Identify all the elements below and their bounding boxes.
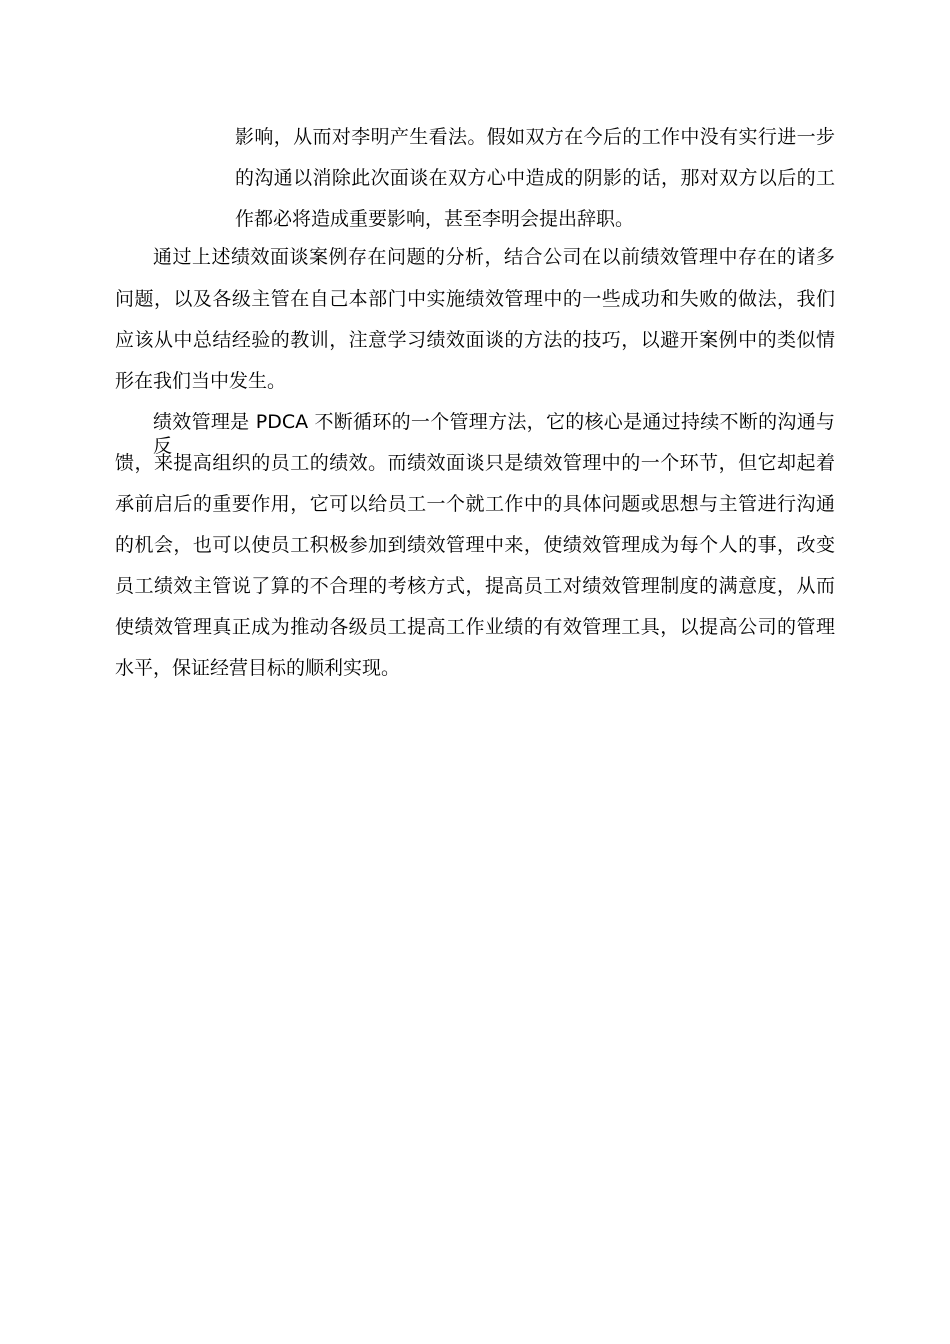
- paragraph1-line-2: 问题，以及各级主管在自己本部门中实施绩效管理中的一些成功和失败的做法，我们: [115, 288, 835, 310]
- paragraph2-line-3: 承前启后的重要作用，它可以给员工一个就工作中的具体问题或思想与主管进行沟通: [115, 493, 835, 515]
- paragraph1-line-3: 应该从中总结经验的教训，注意学习绩效面谈的方法的技巧，以避开案例中的类似情: [115, 329, 835, 351]
- block1-line-3: 作都必将造成重要影响，甚至李明会提出辞职。: [235, 208, 635, 230]
- paragraph2-line-4: 的机会，也可以使员工积极参加到绩效管理中来，使绩效管理成为每个人的事，改变: [115, 534, 835, 556]
- paragraph2-line-7: 水平，保证经营目标的顺利实现。: [115, 657, 401, 679]
- paragraph2-line-5: 员工绩效主管说了算的不合理的考核方式，提高员工对绩效管理制度的满意度，从而: [115, 575, 835, 597]
- paragraph2-line-2: 馈，来提高组织的员工的绩效。而绩效面谈只是绩效管理中的一个环节，但它却起着: [115, 452, 835, 474]
- paragraph2-line-6: 使绩效管理真正成为推动各级员工提高工作业绩的有效管理工具，以提高公司的管理: [115, 616, 835, 638]
- block1-line-1: 影响，从而对李明产生看法。假如双方在今后的工作中没有实行进一步: [235, 126, 835, 148]
- block1-line-2: 的沟通以消除此次面谈在双方心中造成的阴影的话，那对双方以后的工: [235, 167, 835, 189]
- paragraph1-line-4: 形在我们当中发生。: [115, 370, 287, 392]
- paragraph2-line-1: 绩效管理是 PDCA 不断循环的一个管理方法，它的核心是通过持续不断的沟通与反: [153, 411, 835, 457]
- paragraph1-line-1: 通过上述绩效面谈案例存在问题的分析，结合公司在以前绩效管理中存在的诸多: [153, 246, 835, 268]
